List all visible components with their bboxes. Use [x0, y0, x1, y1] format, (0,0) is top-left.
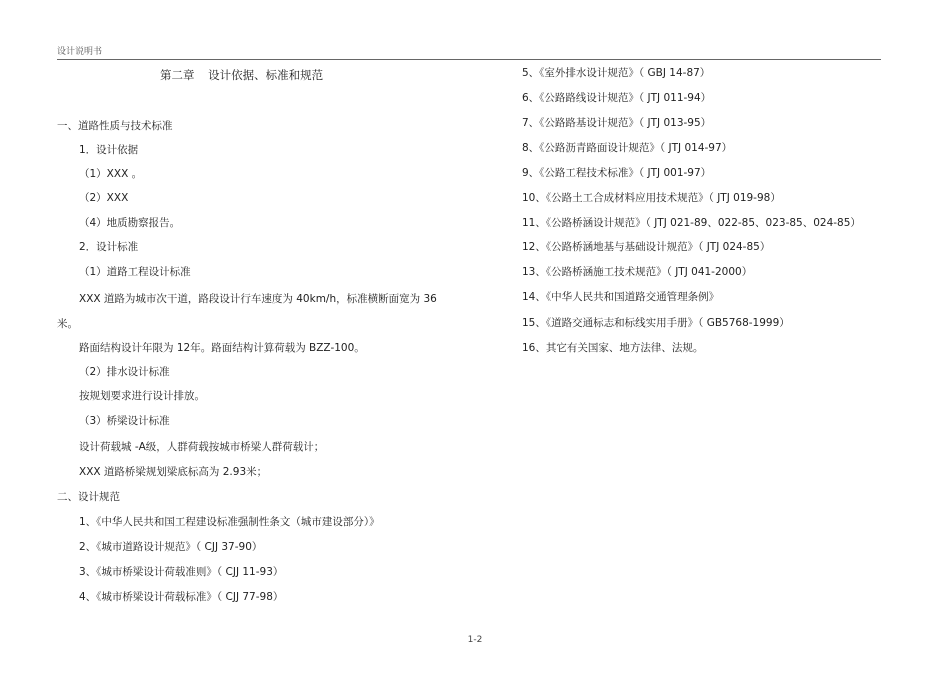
spec-item: 12、《公路桥涵地基与基础设计规范》（ JTJ 024-85） [522, 241, 771, 253]
spec-item: 15、《道路交通标志和标线实用手册》（ GB5768-1999） [522, 317, 790, 329]
spec-item: 11、《公路桥涵设计规范》（ JTJ 021-89、022-85、023-85、024-85） [522, 217, 861, 229]
spec-item: 5、《室外排水设计规范》（ GBJ 14-87） [522, 67, 711, 79]
spec-item: 13、《公路桥涵施工技术规范》（ JTJ 041-2000） [522, 266, 753, 278]
design-basis-heading: 1．设计依据 [79, 144, 139, 156]
spec-item: 1、《中华人民共和国工程建设标准强制性条文（城市建设部分）》 [79, 516, 380, 528]
spec-item: 2、《城市道路设计规范》（ CJJ 37-90） [79, 541, 263, 553]
section-heading-road-standards: 一、道路性质与技术标准 [57, 120, 173, 132]
page-number: 1-2 [467, 635, 483, 645]
drainage-heading: （2）排水设计标准 [79, 366, 170, 378]
spec-item: 10、《公路土工合成材料应用技术规范》（ JTJ 019-98） [522, 192, 781, 204]
road-paragraph-line-1: XXX 道路为城市次干道，路段设计行车速度为 40km/h，标准横断面宽为 36 [79, 293, 437, 305]
spec-item: 8、《公路沥青路面设计规范》（ JTJ 014-97） [522, 142, 733, 154]
basis-item-2: （2）XXX [79, 192, 129, 204]
basis-item-1: （1）XXX 。 [79, 168, 143, 180]
spec-item: 9、《公路工程技术标准》（ JTJ 001-97） [522, 167, 712, 179]
bridge-standard-heading: （3）桥梁设计标准 [79, 415, 170, 427]
road-paragraph-line-2: 米。 [57, 318, 78, 330]
bridge-elevation-paragraph: XXX 道路桥梁规划梁底标高为 2.93米； [79, 466, 268, 478]
road-standard-heading: （1）道路工程设计标准 [79, 266, 191, 278]
header-divider [57, 59, 881, 60]
section-heading-design-specs: 二、设计规范 [57, 491, 120, 503]
spec-item: 6、《公路路线设计规范》（ JTJ 011-94） [522, 92, 712, 104]
spec-item: 16、其它有关国家、地方法律、法规。 [522, 342, 704, 354]
design-standards-heading: 2．设计标准 [79, 241, 139, 253]
pavement-paragraph: 路面结构设计年限为 12年。路面结构计算荷载为 BZZ-100。 [79, 342, 365, 354]
drainage-paragraph: 按规划要求进行设计排放。 [79, 390, 205, 402]
spec-item: 14、《中华人民共和国道路交通管理条例》 [522, 291, 720, 303]
basis-item-3: （4）地质勘察报告。 [79, 217, 181, 229]
document-header-label: 设计说明书 [57, 47, 103, 57]
bridge-load-paragraph: 设计荷载城 -A级，人群荷载按城市桥梁人群荷载计； [79, 441, 325, 453]
chapter-title: 第二章 设计依据、标准和规范 [160, 68, 324, 82]
spec-item: 3、《城市桥梁设计荷载准则》（ CJJ 11-93） [79, 566, 284, 578]
spec-item: 4、《城市桥梁设计荷载标准》（ CJJ 77-98） [79, 591, 284, 603]
spec-item: 7、《公路路基设计规范》（ JTJ 013-95） [522, 117, 712, 129]
